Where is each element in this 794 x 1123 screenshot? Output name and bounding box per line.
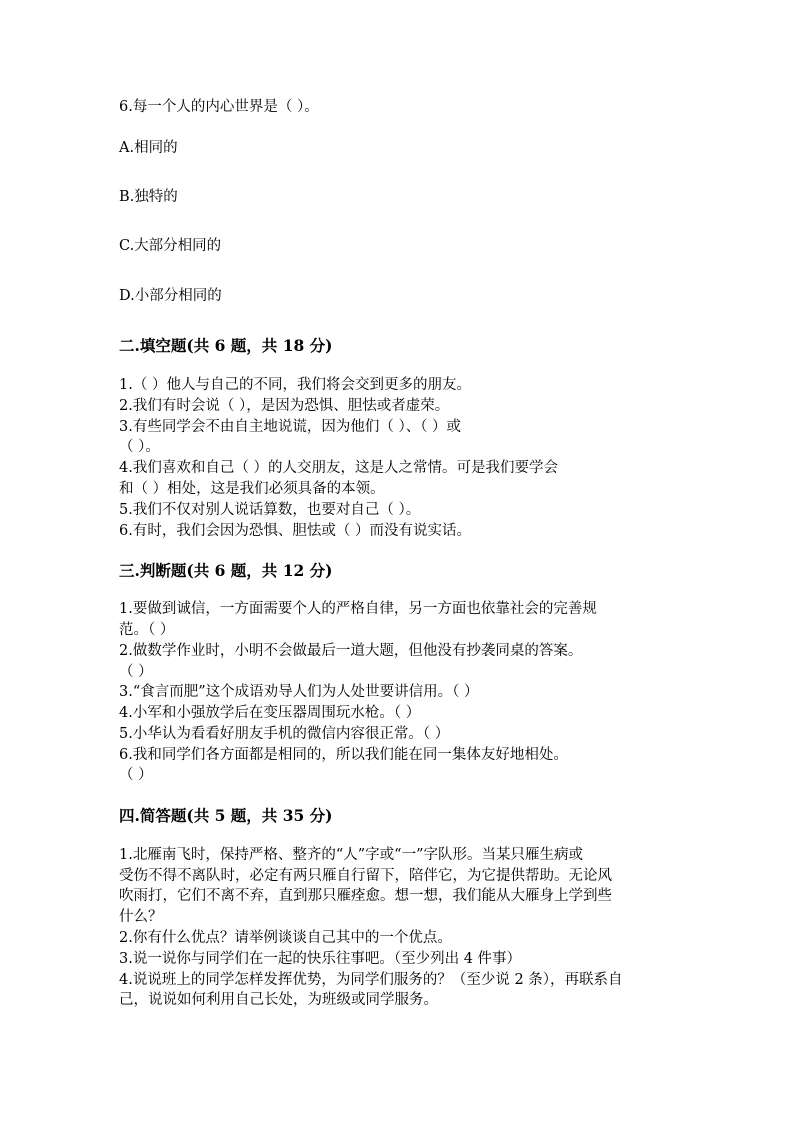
judge-line-3: 2.做数学作业时，小明不会做最后一道大题，但他没有抄袭同桌的答案。 — [119, 643, 583, 659]
section-4-heading: 四.简答题(共 5 题，共 35 分) — [119, 806, 333, 825]
answer-line-5: 2.你有什么优点？请举例谈谈自己其中的一个优点。 — [119, 930, 452, 946]
answer-line-8: 己，说说如何利用自己长处，为班级或同学服务。 — [119, 992, 438, 1008]
answer-line-4: 什么？ — [119, 909, 163, 925]
fill-line-8: 6.有时，我们会因为恐惧、胆怯或（ ）而没有说实话。 — [119, 523, 471, 539]
answer-line-2: 受伤不得不离队时，必定有两只雁自行留下，陪伴它，为它提供帮助。无论风 — [119, 868, 612, 884]
section-3-heading: 三.判断题(共 6 题，共 12 分) — [119, 561, 333, 580]
judge-line-1: 1.要做到诚信，一方面需要个人的严格自律，另一方面也依靠社会的完善规 — [119, 601, 597, 617]
judge-line-7: 5.小华认为看看好朋友手机的微信内容很正常。（ ） — [119, 726, 450, 742]
fill-line-3: 3.有些同学会不由自主地说谎，因为他们（ ）、（ ）或 — [119, 419, 462, 435]
answer-line-7: 4.说说班上的同学怎样发挥优势，为同学们服务的？（至少说 2 条），再联系自 — [119, 972, 623, 988]
fill-line-2: 2.我们有时会说（ ），是因为恐惧、胆怯或者虚荣。 — [119, 398, 450, 414]
fill-line-1: 1.（ ）他人与自己的不同，我们将会交到更多的朋友。 — [119, 377, 471, 393]
judge-line-2: 范。（ ） — [119, 622, 175, 638]
fill-line-5: 4.我们喜欢和自己（ ）的人交朋友，这是人之常情。可是我们要学会 — [119, 460, 558, 476]
question-6-stem: 6.每一个人的内心世界是（ ）。 — [119, 99, 319, 115]
answer-line-1: 1.北雁南飞时，保持严格、整齐的“人”字或“一”字队形。当某只雁生病或 — [119, 847, 583, 863]
option-b: B.独特的 — [119, 189, 178, 205]
fill-line-7: 5.我们不仅对别人说话算数，也要对自己（ ）。 — [119, 502, 421, 518]
judge-line-9: （ ） — [119, 767, 153, 783]
judge-line-5: 3.“食言而肥”这个成语劝导人们为人处世要讲信用。（ ） — [119, 684, 479, 700]
option-d: D.小部分相同的 — [119, 288, 222, 304]
answer-line-6: 3.说一说你与同学们在一起的快乐往事吧。（至少列出 4 件事） — [119, 951, 522, 967]
option-a: A.相同的 — [119, 140, 178, 156]
fill-line-4: （ ）。 — [119, 439, 160, 455]
section-2-heading: 二.填空题(共 6 题，共 18 分) — [119, 336, 333, 355]
judge-line-6: 4.小军和小强放学后在变压器周围玩水枪。（ ） — [119, 705, 421, 721]
judge-line-4: （ ） — [119, 664, 153, 680]
judge-line-8: 6.我和同学们各方面都是相同的，所以我们能在同一集体友好地相处。 — [119, 747, 568, 763]
fill-line-6: 和（ ）相处，这是我们必须具备的本领。 — [119, 481, 385, 497]
option-c: C.大部分相同的 — [119, 238, 222, 254]
answer-line-3: 吹雨打，它们不离不弃，直到那只雁痊愈。想一想，我们能从大雁身上学到些 — [119, 888, 612, 904]
